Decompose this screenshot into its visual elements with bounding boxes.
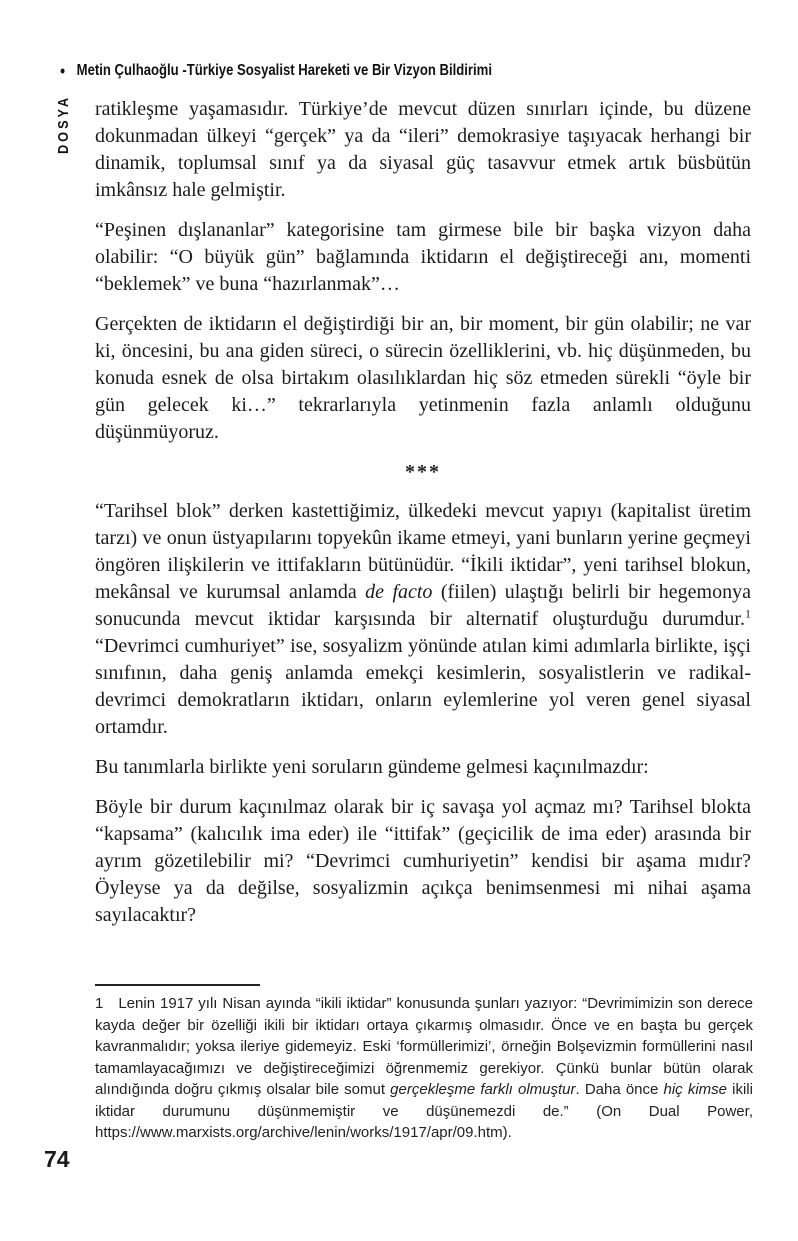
text-segment: Lenin 1917 yılı Nisan ayında “ikili iktidar” konusunda şunları yazıyor: “Devrimimizin son derece kayda değer bir özelliği ikili bir iktidarı ortaya çıkarmış olmasıdır. Önce ve en başta bu gerçek kavranmalıdır; yoksa ileriye gidemeyiz. Eski ‘formüllerimizi’, örneğin Bolşevizmin formüllerini nasıl tamamlayacağımızı ve değiştireceğimizi öğrenmemiz gerekiyor. Çünkü bunlar bütün olarak alındığında doğru çıkmış olsalar bile somut xyxy=(95,995,753,1098)
footnote-rule xyxy=(95,984,260,986)
body-text xyxy=(95,96,751,942)
paragraph-5: Bu tanımlarla birlikte yeni soruların gündeme gelmesi kaçınılmazdır: xyxy=(95,756,649,778)
text-segment: “Tarihsel blok” derken kastettiğimiz, ülkedeki mevcut yapıyı (kapitalist üretim tarzı) ve onun üstyapılarını topyekûn ikame etmeyi, yani bunların yerine geçmeyi öngören ilişkilerin ve ittifakların bütünüdür. “İkili iktidar”, yeni tarihsel blokun, mekânsal ve kurumsal anlamda xyxy=(95,500,751,603)
text-segment: (fiilen) ulaştığı belirli bir hegemonya sonucunda mevcut iktidar karşısında bir alternatif oluşturduğu durumdur. xyxy=(95,581,751,630)
italic-phrase: hiç kimse xyxy=(663,1081,727,1098)
paragraph-4 xyxy=(95,498,751,741)
bullet-icon: • xyxy=(60,61,66,81)
paragraph-3: Gerçekten de iktidarın el değiştirdiği bir an, bir moment, bir gün olabilir; ne var ki, öncesini, bu ana giden süreci, o sürecin özelliklerini, vb. hiç düşünmeden, bu konuda esnek de olsa birtakım olasılıklardan hiç söz etmeden sürekli “öyle bir gün gelecek ki…” tekrarlarıyla yetinmenin fazla anlamlı olduğunu düşünmüyoruz. xyxy=(95,313,751,443)
footnote-text xyxy=(95,993,753,1144)
footnote-number: 1 xyxy=(95,995,104,1012)
paragraph-6: Böyle bir durum kaçınılmaz olarak bir iç savaşa yol açmaz mı? Tarihsel blokta “kapsama” (kalıcılık ima eder) ile “ittifak” (geçicilik de ima eder) arasında bir ayrım gözetilebilir mi? “Devrimci cumhuriyetin” kendisi bir aşama mıdır? Öyleyse ya da değilse, sosyalizmin açıkça benimsenmesi mi nihai aşama sayılacaktır? xyxy=(95,796,751,926)
paragraph-1: ratikleşme yaşamasıdır. Türkiye’de mevcut düzen sınırları içinde, bu düzene dokunmadan ülkeyi “gerçek” ya da “ileri” demokrasiye taşıyacak herhangi bir dinamik, toplumsal sınıf ya da siyasal güç tasavvur etmek artık büsbütün imkânsız hale gelmiştir. xyxy=(95,98,751,201)
text-segment: ikili iktidar durumunu düşünmemiştir ve düşünemezdi de.” (On Dual Power, https://www.marxists.org/archive/lenin/works/1917/apr/09.htm). xyxy=(95,1081,753,1141)
text-segment: . Daha önce xyxy=(575,1081,664,1098)
text-segment: “Devrimci cumhuriyet” ise, sosyalizm yönünde atılan kimi adımlarla birlikte, işçi sınıfının, daha geniş anlamda emekçi kesimlerin, sosyalistlerin ve radikal-devrimci demokratların iktidarı, onların eylemlerine yol veren genel siyasal ortamdır. xyxy=(95,635,751,738)
page-header xyxy=(60,62,492,80)
header-title: Türkiye Sosyalist Hareketi ve Bir Vizyon Bildirimi xyxy=(186,62,492,79)
paragraph-2: “Peşinen dışlananlar” kategorisine tam girmese bile bir başka vizyon daha olabilir: “O büyük gün” bağlamında iktidarın el değiştireceği anı, momenti “beklemek” ve buna “hazırlanmak”… xyxy=(95,219,751,295)
page-number: 74 xyxy=(44,1146,70,1172)
italic-phrase: de facto xyxy=(365,581,433,603)
footnote-block xyxy=(95,984,753,1144)
footnote-reference: 1 xyxy=(745,606,751,621)
header-author: Metin Çulhaoğlu - xyxy=(76,62,187,79)
section-separator: *** xyxy=(405,461,441,483)
italic-phrase: gerçekleşme farklı olmuştur xyxy=(390,1081,576,1098)
section-label-dosya: DOSYA xyxy=(55,94,72,154)
